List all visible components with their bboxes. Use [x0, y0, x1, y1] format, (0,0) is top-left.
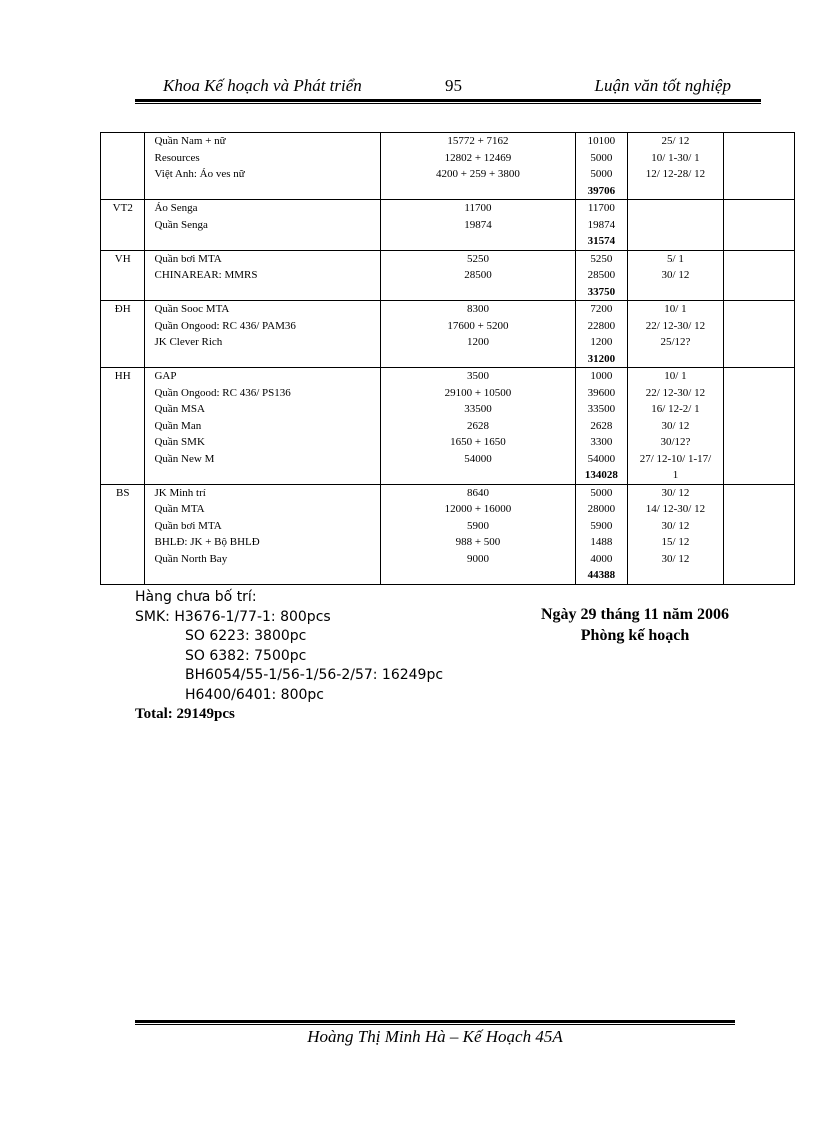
quantity-value: 29100 + 10500 — [444, 386, 512, 399]
item-cell — [145, 133, 381, 200]
value-cell — [575, 250, 628, 301]
value-amount: 11700 — [587, 202, 615, 214]
item-name: Việt Anh: Áo ves nữ — [154, 168, 245, 180]
date-range: 30/12? — [660, 436, 691, 448]
value-amount: 1200 — [590, 336, 613, 348]
group-code-cell — [101, 301, 145, 368]
quantity-value: 4200 + 259 + 3800 — [435, 168, 520, 180]
notes-heading: Hàng chưa bố trí: — [135, 589, 257, 605]
date-cell — [628, 301, 724, 368]
quantity-cell — [381, 200, 575, 251]
quantity-value: 19874 — [464, 218, 492, 231]
group-total: 44388 — [587, 569, 616, 581]
note-cell — [723, 200, 794, 251]
item-cell — [145, 368, 381, 485]
group-code: VT2 — [112, 202, 133, 214]
group-total: 31200 — [587, 352, 616, 365]
header-rule — [135, 99, 761, 102]
table-row — [101, 200, 795, 251]
value-amount: 22800 — [587, 319, 616, 332]
date-range: 10/ 1 — [664, 370, 687, 382]
item-name: Quần MTA — [154, 503, 205, 515]
item-name: JK Clever Rich — [154, 336, 223, 348]
item-name: GAP — [154, 370, 177, 382]
date-cell — [628, 368, 724, 485]
quantity-value: 8300 — [466, 303, 489, 315]
date-range: 14/ 12-30/ 12 — [645, 503, 706, 515]
value-amount: 33500 — [587, 403, 616, 415]
note-cell — [723, 133, 794, 200]
quantity-value: 28500 — [464, 269, 492, 281]
note-cell — [723, 484, 794, 584]
footer-rule-thin — [135, 1024, 735, 1025]
header-rule-thin — [135, 103, 761, 104]
page-footer: Hoàng Thị Minh Hà – Kế Hoạch 45A — [307, 1027, 563, 1046]
quantity-value: 3500 — [466, 370, 489, 382]
date-range: 1 — [672, 469, 679, 481]
note-cell — [723, 250, 794, 301]
date-cell — [628, 250, 724, 301]
date-cell — [628, 200, 724, 251]
group-code: HH — [114, 370, 131, 382]
value-cell — [575, 484, 628, 584]
quantity-value: 2628 — [466, 419, 489, 432]
notes-line: SO 6223: 3800pc — [185, 628, 307, 644]
notes-line: SO 6382: 7500pc — [185, 647, 307, 664]
value-amount: 3300 — [590, 436, 613, 448]
quantity-value: 12802 + 12469 — [444, 151, 512, 164]
value-amount: 10100 — [587, 135, 616, 147]
item-name: Quần Ongood: RC 436/ PS136 — [154, 386, 291, 399]
date-range: 30/ 12 — [661, 419, 690, 432]
date-range: 22/ 12-30/ 12 — [645, 386, 706, 399]
group-code: ĐH — [114, 303, 131, 315]
table-row — [101, 133, 795, 200]
item-cell — [145, 200, 381, 251]
date-range: 30/ 12 — [661, 519, 690, 532]
date-range: 15/ 12 — [661, 536, 690, 548]
quantity-value: 33500 — [464, 403, 492, 415]
note-cell — [723, 368, 794, 485]
item-name: Quần bơi MTA — [154, 519, 222, 532]
quantity-value: 9000 — [466, 552, 489, 565]
page-number: 95 — [445, 76, 462, 95]
quantity-value: 5900 — [466, 519, 489, 532]
quantity-value: 15772 + 7162 — [447, 135, 509, 147]
item-cell — [145, 301, 381, 368]
group-code-cell — [101, 133, 145, 200]
quantity-cell — [381, 368, 575, 485]
group-code: BS — [116, 486, 130, 499]
quantity-value: 54000 — [464, 452, 492, 465]
item-name: Quần SMK — [154, 436, 205, 448]
item-name: Quần Man — [154, 419, 202, 432]
notes-line: BH6054/55-1/56-1/56-2/57: 16249pc — [185, 667, 444, 683]
date-range: 16/ 12-2/ 1 — [651, 403, 700, 415]
value-cell — [575, 133, 628, 200]
value-amount: 1000 — [590, 370, 613, 382]
quantity-cell — [381, 484, 575, 584]
group-total: 134028 — [584, 469, 618, 481]
item-name: Quần New M — [154, 452, 215, 465]
value-amount: 5900 — [590, 519, 613, 532]
date-cell — [628, 133, 724, 200]
date-range: 30/ 12 — [661, 552, 690, 565]
quantity-cell — [381, 133, 575, 200]
date-range: 10/ 1 — [664, 303, 687, 315]
date-range: 30/ 12 — [661, 269, 690, 281]
value-amount: 28500 — [587, 269, 616, 281]
value-amount: 5000 — [590, 486, 613, 499]
value-amount: 28000 — [587, 503, 616, 515]
item-name: Áo Senga — [154, 202, 198, 214]
value-amount: 1488 — [590, 536, 613, 548]
date-range: 25/ 12 — [661, 135, 690, 147]
group-code-cell — [101, 368, 145, 485]
table-row — [101, 301, 795, 368]
value-amount: 39600 — [587, 386, 616, 399]
item-name: CHINAREAR: MMRS — [154, 269, 258, 281]
item-name: Resources — [154, 151, 200, 164]
unassigned-notes — [135, 588, 443, 725]
quantity-value: 1200 — [466, 336, 489, 348]
value-amount: 5000 — [590, 168, 613, 180]
item-cell — [145, 484, 381, 584]
notes-total: Total: 29149pcs — [135, 706, 235, 722]
item-name: Quần North Bay — [154, 552, 228, 565]
group-code-cell — [101, 200, 145, 251]
value-amount: 54000 — [587, 452, 616, 465]
date-range: 30/ 12 — [661, 486, 690, 499]
quantity-cell — [381, 250, 575, 301]
date-cell — [628, 484, 724, 584]
value-amount: 5250 — [590, 252, 613, 265]
value-amount: 2628 — [590, 419, 613, 432]
group-total: 33750 — [587, 285, 616, 298]
quantity-value: 11700 — [464, 202, 492, 214]
date-range: 12/ 12-28/ 12 — [645, 168, 706, 180]
item-name: JK Minh trí — [154, 486, 206, 499]
value-amount: 4000 — [590, 552, 613, 565]
value-cell — [575, 301, 628, 368]
quantity-value: 988 + 500 — [455, 536, 501, 548]
date-range: 10/ 1-30/ 1 — [651, 151, 700, 164]
production-table — [100, 132, 795, 585]
header-faculty: Khoa Kế hoạch và Phát triển — [163, 76, 362, 95]
group-code: VH — [114, 252, 131, 265]
value-amount: 5000 — [590, 151, 613, 164]
group-code-cell — [101, 484, 145, 584]
page-header — [135, 76, 761, 100]
date-range: 25/12? — [660, 336, 691, 348]
table-row — [101, 484, 795, 584]
value-cell — [575, 368, 628, 485]
quantity-value: 17600 + 5200 — [447, 319, 509, 332]
note-cell — [723, 301, 794, 368]
group-total: 31574 — [587, 235, 616, 247]
item-name: Quần Ongood: RC 436/ PAM36 — [154, 319, 296, 332]
signature-date: Ngày 29 tháng 11 năm 2006 — [540, 606, 730, 623]
quantity-value: 12000 + 16000 — [444, 503, 512, 515]
item-name: Quần Sooc MTA — [154, 303, 230, 315]
group-total: 39706 — [587, 184, 616, 197]
value-amount: 7200 — [590, 303, 613, 315]
header-thesis: Luận văn tốt nghiệp — [594, 76, 731, 95]
notes-first-line: SMK: H3676-1/77-1: 800pcs — [135, 608, 331, 625]
date-range: 5/ 1 — [667, 252, 684, 265]
quantity-value: 1650 + 1650 — [450, 436, 506, 448]
value-amount: 19874 — [587, 218, 616, 231]
item-name: Quần Senga — [154, 218, 208, 231]
item-name: Quần Nam + nữ — [154, 135, 226, 147]
item-name: Quần MSA — [154, 403, 205, 415]
group-code-cell — [101, 250, 145, 301]
item-name: Quần bơi MTA — [154, 252, 222, 265]
item-name: BHLĐ: JK + Bộ BHLĐ — [154, 536, 260, 548]
quantity-value: 5250 — [466, 252, 489, 265]
quantity-value: 8640 — [466, 486, 489, 499]
signature-department: Phòng kế hoạch — [580, 627, 690, 644]
table-row — [101, 368, 795, 485]
date-range: 27/ 12-10/ 1-17/ — [639, 452, 712, 465]
item-cell — [145, 250, 381, 301]
date-range: 22/ 12-30/ 12 — [645, 319, 706, 332]
notes-line: H6400/6401: 800pc — [185, 686, 324, 703]
table-row — [101, 250, 795, 301]
quantity-cell — [381, 301, 575, 368]
signature-block — [520, 604, 750, 646]
value-cell — [575, 200, 628, 251]
footer-rule — [135, 1020, 735, 1023]
